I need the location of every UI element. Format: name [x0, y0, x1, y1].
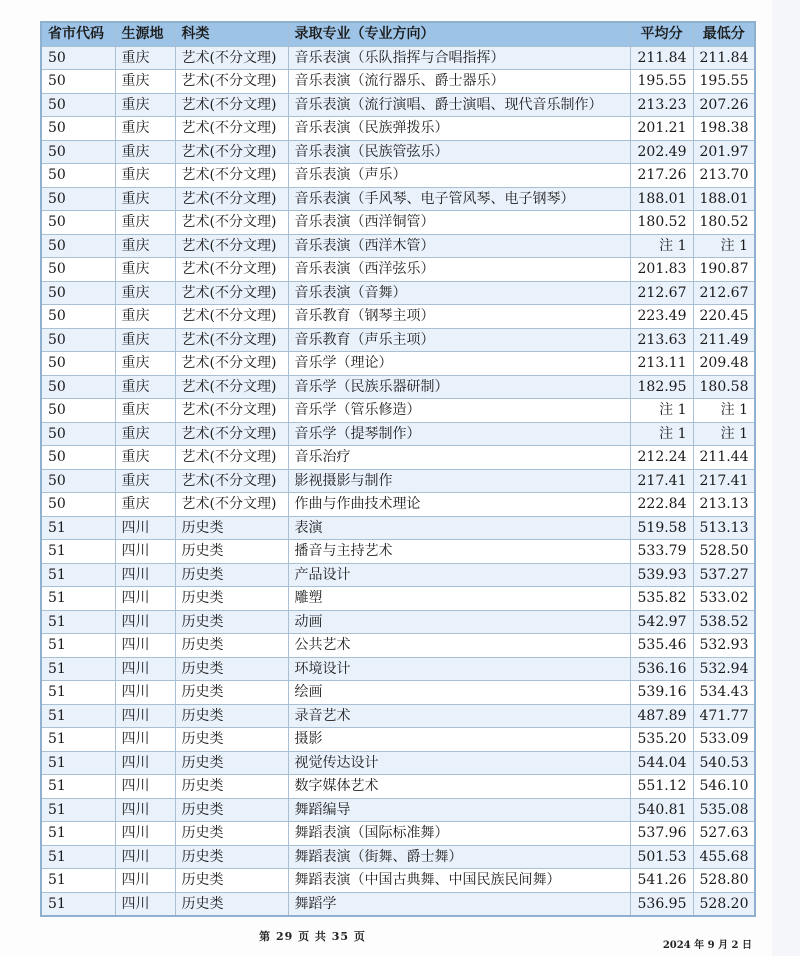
table-row: [41, 446, 755, 470]
cell-origin: 重庆: [115, 187, 175, 211]
cell-province-code: 50: [41, 493, 115, 517]
table-row: [41, 657, 755, 681]
cell-average-score: 注 1: [630, 399, 693, 423]
cell-province-code: 51: [41, 869, 115, 893]
cell-minimum-score: 195.55: [693, 70, 755, 94]
cell-province-code: 50: [41, 469, 115, 493]
cell-province-code: 51: [41, 822, 115, 846]
cell-origin: 四川: [115, 728, 175, 752]
document-date: 2024 年 9 月 2 日: [662, 940, 752, 951]
cell-average-score: 213.23: [630, 93, 693, 117]
cell-average-score: 542.97: [630, 610, 693, 634]
cell-average-score: 212.24: [630, 446, 693, 470]
cell-origin: 四川: [115, 657, 175, 681]
cell-province-code: 51: [41, 587, 115, 611]
table-header-row: [41, 22, 755, 46]
cell-major: 音乐学（提琴制作）: [288, 422, 630, 446]
cell-category: 艺术(不分文理): [175, 493, 288, 517]
cell-origin: 重庆: [115, 234, 175, 258]
cell-major: 音乐表演（民族弹拨乐）: [288, 117, 630, 141]
cell-minimum-score: 198.38: [693, 117, 755, 141]
cell-category: 历史类: [175, 587, 288, 611]
cell-average-score: 537.96: [630, 822, 693, 846]
cell-category: 艺术(不分文理): [175, 446, 288, 470]
cell-province-code: 50: [41, 352, 115, 376]
table-row: [41, 46, 755, 70]
cell-origin: 四川: [115, 869, 175, 893]
cell-minimum-score: 220.45: [693, 305, 755, 329]
cell-average-score: 519.58: [630, 516, 693, 540]
cell-average-score: 182.95: [630, 375, 693, 399]
cell-average-score: 217.26: [630, 164, 693, 188]
cell-origin: 四川: [115, 775, 175, 799]
table-row: [41, 93, 755, 117]
cell-origin: 重庆: [115, 140, 175, 164]
cell-province-code: 50: [41, 281, 115, 305]
cell-major: 音乐表演（西洋铜管）: [288, 211, 630, 235]
cell-average-score: 501.53: [630, 845, 693, 869]
cell-minimum-score: 538.52: [693, 610, 755, 634]
cell-province-code: 51: [41, 657, 115, 681]
cell-province-code: 51: [41, 751, 115, 775]
cell-origin: 重庆: [115, 375, 175, 399]
cell-province-code: 51: [41, 892, 115, 916]
cell-origin: 重庆: [115, 446, 175, 470]
cell-minimum-score: 注 1: [693, 399, 755, 423]
cell-province-code: 51: [41, 681, 115, 705]
cell-category: 艺术(不分文理): [175, 328, 288, 352]
table-row: [41, 281, 755, 305]
cell-average-score: 180.52: [630, 211, 693, 235]
table-row: [41, 352, 755, 376]
cell-average-score: 201.21: [630, 117, 693, 141]
cell-minimum-score: 212.67: [693, 281, 755, 305]
cell-origin: 四川: [115, 563, 175, 587]
cell-province-code: 51: [41, 775, 115, 799]
cell-category: 历史类: [175, 704, 288, 728]
cell-province-code: 50: [41, 93, 115, 117]
cell-major: 舞蹈表演（街舞、爵士舞）: [288, 845, 630, 869]
cell-province-code: 50: [41, 211, 115, 235]
cell-category: 艺术(不分文理): [175, 305, 288, 329]
cell-minimum-score: 528.20: [693, 892, 755, 916]
cell-origin: 重庆: [115, 164, 175, 188]
table-row: [41, 211, 755, 235]
cell-category: 历史类: [175, 775, 288, 799]
cell-category: 历史类: [175, 845, 288, 869]
cell-origin: 四川: [115, 892, 175, 916]
cell-major: 产品设计: [288, 563, 630, 587]
header-origin: 生源地: [115, 22, 175, 46]
cell-province-code: 51: [41, 728, 115, 752]
cell-origin: 重庆: [115, 281, 175, 305]
header-province-code: 省市代码: [41, 22, 115, 46]
cell-category: 艺术(不分文理): [175, 164, 288, 188]
cell-minimum-score: 537.27: [693, 563, 755, 587]
cell-major: 播音与主持艺术: [288, 540, 630, 564]
cell-minimum-score: 534.43: [693, 681, 755, 705]
cell-major: 表演: [288, 516, 630, 540]
cell-major: 视觉传达设计: [288, 751, 630, 775]
cell-origin: 重庆: [115, 46, 175, 70]
cell-category: 历史类: [175, 634, 288, 658]
table-row: [41, 775, 755, 799]
cell-province-code: 50: [41, 328, 115, 352]
cell-major: 音乐表演（音舞）: [288, 281, 630, 305]
cell-average-score: 202.49: [630, 140, 693, 164]
cell-minimum-score: 527.63: [693, 822, 755, 846]
cell-province-code: 50: [41, 375, 115, 399]
cell-province-code: 50: [41, 422, 115, 446]
cell-minimum-score: 180.52: [693, 211, 755, 235]
cell-category: 历史类: [175, 610, 288, 634]
cell-province-code: 50: [41, 258, 115, 282]
table-row: [41, 140, 755, 164]
cell-minimum-score: 532.93: [693, 634, 755, 658]
cell-minimum-score: 180.58: [693, 375, 755, 399]
cell-province-code: 51: [41, 563, 115, 587]
cell-major: 音乐表演（声乐）: [288, 164, 630, 188]
cell-category: 历史类: [175, 540, 288, 564]
table-row: [41, 469, 755, 493]
cell-average-score: 212.67: [630, 281, 693, 305]
cell-category: 艺术(不分文理): [175, 46, 288, 70]
cell-category: 历史类: [175, 657, 288, 681]
cell-minimum-score: 546.10: [693, 775, 755, 799]
cell-average-score: 211.84: [630, 46, 693, 70]
cell-major: 雕塑: [288, 587, 630, 611]
cell-category: 艺术(不分文理): [175, 422, 288, 446]
header-minimum-score: 最低分: [693, 22, 755, 46]
cell-minimum-score: 190.87: [693, 258, 755, 282]
cell-minimum-score: 540.53: [693, 751, 755, 775]
cell-average-score: 539.16: [630, 681, 693, 705]
cell-average-score: 536.16: [630, 657, 693, 681]
cell-major: 音乐学（民族乐器研制）: [288, 375, 630, 399]
cell-major: 音乐表演（手风琴、电子管风琴、电子钢琴）: [288, 187, 630, 211]
table-row: [41, 822, 755, 846]
cell-origin: 重庆: [115, 352, 175, 376]
cell-average-score: 213.63: [630, 328, 693, 352]
page-number-label: 第 29 页 共 35 页: [259, 930, 366, 943]
cell-average-score: 535.46: [630, 634, 693, 658]
cell-province-code: 51: [41, 516, 115, 540]
cell-average-score: 195.55: [630, 70, 693, 94]
table-row: [41, 516, 755, 540]
cell-minimum-score: 528.80: [693, 869, 755, 893]
table-row: [41, 869, 755, 893]
cell-average-score: 535.20: [630, 728, 693, 752]
cell-province-code: 51: [41, 798, 115, 822]
cell-average-score: 541.26: [630, 869, 693, 893]
cell-minimum-score: 513.13: [693, 516, 755, 540]
table-body: [41, 46, 755, 916]
header-major: 录取专业（专业方向）: [288, 22, 630, 46]
cell-category: 艺术(不分文理): [175, 375, 288, 399]
cell-province-code: 50: [41, 46, 115, 70]
cell-origin: 四川: [115, 516, 175, 540]
cell-minimum-score: 533.09: [693, 728, 755, 752]
cell-category: 历史类: [175, 681, 288, 705]
table-row: [41, 493, 755, 517]
cell-minimum-score: 213.13: [693, 493, 755, 517]
cell-major: 摄影: [288, 728, 630, 752]
cell-minimum-score: 528.50: [693, 540, 755, 564]
cell-average-score: 544.04: [630, 751, 693, 775]
header-category: 科类: [175, 22, 288, 46]
cell-minimum-score: 455.68: [693, 845, 755, 869]
table-row: [41, 704, 755, 728]
cell-category: 艺术(不分文理): [175, 469, 288, 493]
cell-minimum-score: 533.02: [693, 587, 755, 611]
cell-origin: 重庆: [115, 258, 175, 282]
table-row: [41, 610, 755, 634]
table-row: [41, 892, 755, 916]
cell-category: 历史类: [175, 728, 288, 752]
table-row: [41, 563, 755, 587]
cell-major: 环境设计: [288, 657, 630, 681]
cell-major: 绘画: [288, 681, 630, 705]
cell-average-score: 535.82: [630, 587, 693, 611]
cell-minimum-score: 209.48: [693, 352, 755, 376]
header-average-score: 平均分: [630, 22, 693, 46]
cell-province-code: 50: [41, 117, 115, 141]
cell-average-score: 注 1: [630, 234, 693, 258]
cell-category: 艺术(不分文理): [175, 352, 288, 376]
cell-province-code: 50: [41, 70, 115, 94]
cell-minimum-score: 注 1: [693, 234, 755, 258]
table-row: [41, 587, 755, 611]
cell-category: 艺术(不分文理): [175, 281, 288, 305]
cell-minimum-score: 217.41: [693, 469, 755, 493]
cell-category: 艺术(不分文理): [175, 117, 288, 141]
table-row: [41, 634, 755, 658]
table-row: [41, 164, 755, 188]
table-row: [41, 751, 755, 775]
cell-major: 音乐表演（西洋木管）: [288, 234, 630, 258]
cell-average-score: 213.11: [630, 352, 693, 376]
cell-major: 音乐表演（乐队指挥与合唱指挥）: [288, 46, 630, 70]
cell-major: 音乐表演（民族管弦乐）: [288, 140, 630, 164]
cell-average-score: 188.01: [630, 187, 693, 211]
cell-origin: 四川: [115, 704, 175, 728]
table-row: [41, 187, 755, 211]
cell-origin: 重庆: [115, 70, 175, 94]
cell-origin: 四川: [115, 751, 175, 775]
cell-category: 艺术(不分文理): [175, 187, 288, 211]
table-row: [41, 305, 755, 329]
cell-province-code: 51: [41, 540, 115, 564]
cell-minimum-score: 注 1: [693, 422, 755, 446]
cell-average-score: 223.49: [630, 305, 693, 329]
cell-origin: 重庆: [115, 328, 175, 352]
cell-average-score: 536.95: [630, 892, 693, 916]
table-row: [41, 798, 755, 822]
table-row: [41, 845, 755, 869]
cell-major: 音乐学（理论）: [288, 352, 630, 376]
cell-category: 艺术(不分文理): [175, 140, 288, 164]
table-row: [41, 681, 755, 705]
cell-province-code: 50: [41, 187, 115, 211]
cell-average-score: 201.83: [630, 258, 693, 282]
cell-minimum-score: 211.84: [693, 46, 755, 70]
cell-average-score: 540.81: [630, 798, 693, 822]
cell-average-score: 222.84: [630, 493, 693, 517]
table-row: [41, 328, 755, 352]
table-row: [41, 258, 755, 282]
cell-province-code: 51: [41, 845, 115, 869]
cell-category: 艺术(不分文理): [175, 93, 288, 117]
cell-category: 艺术(不分文理): [175, 258, 288, 282]
cell-origin: 重庆: [115, 93, 175, 117]
cell-average-score: 487.89: [630, 704, 693, 728]
cell-major: 舞蹈编导: [288, 798, 630, 822]
cell-major: 舞蹈表演（中国古典舞、中国民族民间舞）: [288, 869, 630, 893]
cell-province-code: 51: [41, 610, 115, 634]
cell-origin: 重庆: [115, 117, 175, 141]
admission-scores-table: [40, 21, 756, 917]
cell-major: 音乐表演（流行器乐、爵士器乐）: [288, 70, 630, 94]
cell-origin: 重庆: [115, 493, 175, 517]
cell-major: 音乐教育（声乐主项）: [288, 328, 630, 352]
cell-minimum-score: 188.01: [693, 187, 755, 211]
cell-minimum-score: 471.77: [693, 704, 755, 728]
cell-province-code: 50: [41, 164, 115, 188]
cell-average-score: 533.79: [630, 540, 693, 564]
cell-origin: 重庆: [115, 211, 175, 235]
cell-average-score: 注 1: [630, 422, 693, 446]
table-row: [41, 375, 755, 399]
cell-category: 艺术(不分文理): [175, 70, 288, 94]
cell-category: 历史类: [175, 892, 288, 916]
table-row: [41, 399, 755, 423]
cell-major: 动画: [288, 610, 630, 634]
table-row: [41, 117, 755, 141]
cell-origin: 四川: [115, 587, 175, 611]
cell-origin: 重庆: [115, 469, 175, 493]
cell-major: 公共艺术: [288, 634, 630, 658]
cell-major: 数字媒体艺术: [288, 775, 630, 799]
cell-province-code: 50: [41, 234, 115, 258]
cell-minimum-score: 207.26: [693, 93, 755, 117]
cell-major: 音乐治疗: [288, 446, 630, 470]
cell-minimum-score: 211.49: [693, 328, 755, 352]
cell-minimum-score: 532.94: [693, 657, 755, 681]
cell-province-code: 50: [41, 399, 115, 423]
cell-category: 艺术(不分文理): [175, 234, 288, 258]
cell-major: 作曲与作曲技术理论: [288, 493, 630, 517]
cell-category: 历史类: [175, 822, 288, 846]
cell-minimum-score: 211.44: [693, 446, 755, 470]
cell-average-score: 539.93: [630, 563, 693, 587]
cell-origin: 四川: [115, 681, 175, 705]
cell-origin: 四川: [115, 610, 175, 634]
cell-origin: 四川: [115, 634, 175, 658]
cell-origin: 重庆: [115, 305, 175, 329]
cell-major: 影视摄影与制作: [288, 469, 630, 493]
cell-origin: 重庆: [115, 399, 175, 423]
cell-category: 历史类: [175, 516, 288, 540]
cell-province-code: 51: [41, 634, 115, 658]
table-row: [41, 70, 755, 94]
cell-major: 音乐表演（流行演唱、爵士演唱、现代音乐制作）: [288, 93, 630, 117]
cell-province-code: 50: [41, 446, 115, 470]
cell-major: 舞蹈表演（国际标准舞）: [288, 822, 630, 846]
cell-minimum-score: 213.70: [693, 164, 755, 188]
cell-origin: 四川: [115, 822, 175, 846]
cell-major: 舞蹈学: [288, 892, 630, 916]
cell-category: 艺术(不分文理): [175, 399, 288, 423]
table-row: [41, 422, 755, 446]
cell-category: 历史类: [175, 798, 288, 822]
cell-major: 音乐学（管乐修造）: [288, 399, 630, 423]
cell-major: 音乐表演（西洋弦乐）: [288, 258, 630, 282]
cell-province-code: 51: [41, 704, 115, 728]
cell-major: 音乐教育（钢琴主项）: [288, 305, 630, 329]
cell-minimum-score: 535.08: [693, 798, 755, 822]
cell-origin: 重庆: [115, 422, 175, 446]
cell-category: 艺术(不分文理): [175, 211, 288, 235]
cell-origin: 四川: [115, 798, 175, 822]
table-row: [41, 728, 755, 752]
table-row: [41, 234, 755, 258]
cell-province-code: 50: [41, 140, 115, 164]
cell-average-score: 551.12: [630, 775, 693, 799]
page-edge: [772, 0, 800, 956]
table-row: [41, 540, 755, 564]
cell-origin: 四川: [115, 540, 175, 564]
cell-category: 历史类: [175, 751, 288, 775]
cell-category: 历史类: [175, 563, 288, 587]
cell-category: 历史类: [175, 869, 288, 893]
cell-major: 录音艺术: [288, 704, 630, 728]
cell-average-score: 217.41: [630, 469, 693, 493]
cell-origin: 四川: [115, 845, 175, 869]
cell-minimum-score: 201.97: [693, 140, 755, 164]
cell-province-code: 50: [41, 305, 115, 329]
